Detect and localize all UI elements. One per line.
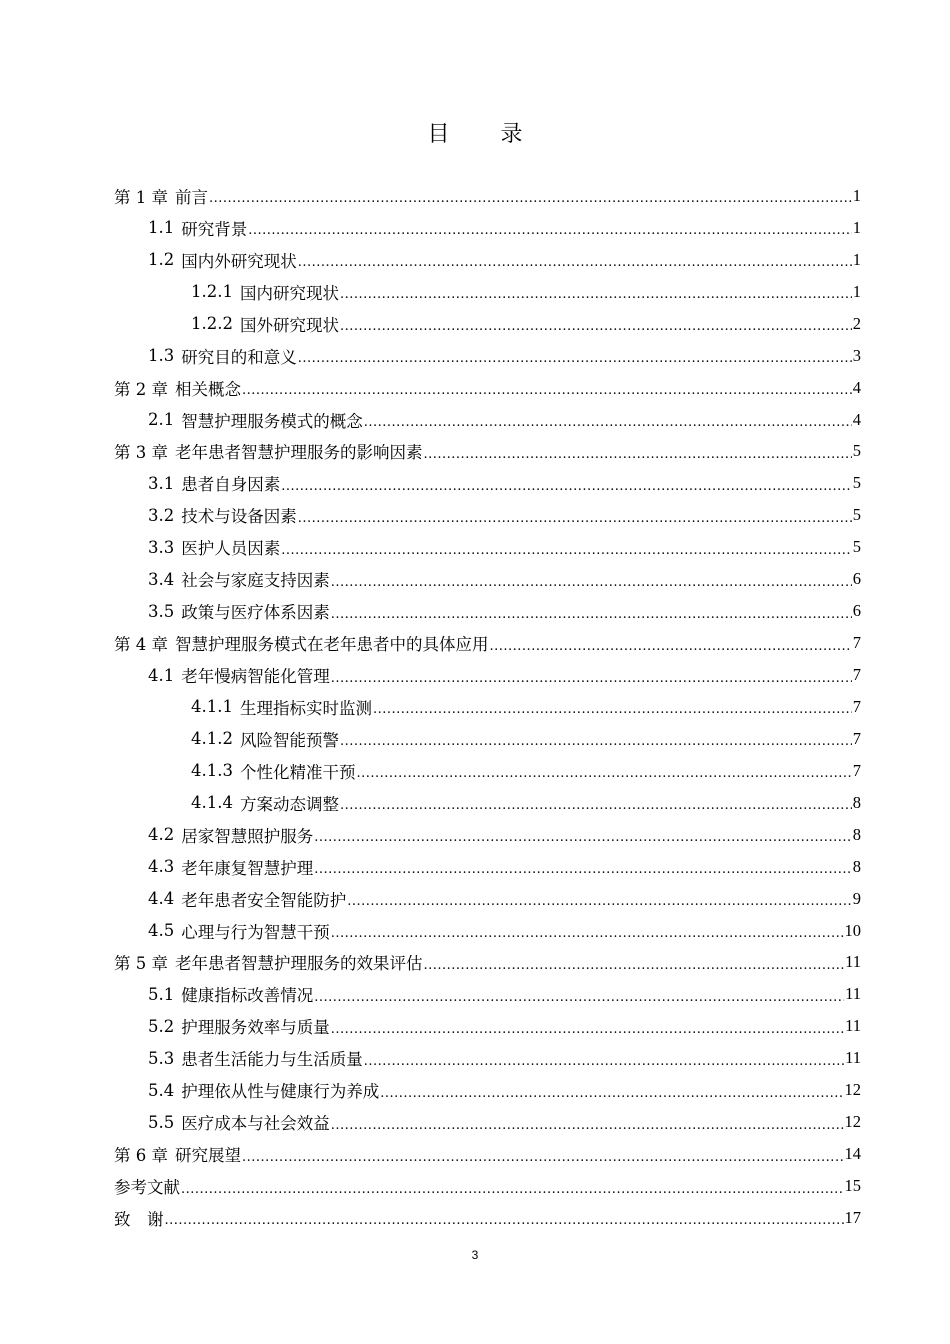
toc-entry[interactable] bbox=[114, 627, 861, 659]
toc-entry-number: 4.1 bbox=[148, 665, 175, 685]
toc-entry-label: 护理依从性与健康行为养成 bbox=[181, 1082, 380, 1102]
toc-entry-number: 1.1 bbox=[148, 218, 175, 238]
dot-leader bbox=[340, 319, 852, 334]
toc-entry-label: 医护人员因素 bbox=[181, 539, 281, 559]
toc-entry-label: 方案动态调整 bbox=[239, 794, 339, 814]
toc-entry-page: 7 bbox=[852, 633, 861, 653]
toc-entry-label: 社会与家庭支持因素 bbox=[181, 571, 330, 591]
dot-leader bbox=[242, 383, 852, 398]
toc-entry-page: 12 bbox=[844, 1080, 861, 1100]
toc-entry[interactable] bbox=[114, 340, 861, 372]
toc-entry[interactable] bbox=[114, 915, 861, 947]
toc-entry[interactable] bbox=[114, 947, 861, 979]
toc-entry-label: 心理与行为智慧干预 bbox=[181, 922, 330, 942]
toc-entry-page: 5 bbox=[852, 473, 861, 493]
toc-entry-page: 1 bbox=[852, 217, 861, 237]
dot-leader bbox=[165, 1213, 844, 1228]
toc-entry-page: 4 bbox=[852, 409, 861, 429]
dot-leader bbox=[242, 1150, 844, 1165]
dot-leader bbox=[356, 766, 851, 781]
toc-entry[interactable] bbox=[114, 787, 861, 819]
toc-entry-page: 7 bbox=[852, 665, 861, 685]
toc-entry[interactable] bbox=[114, 1138, 861, 1170]
dot-leader bbox=[340, 798, 852, 813]
toc-entry-number: 4.1.4 bbox=[191, 793, 233, 813]
toc-entry-number: 4.2 bbox=[148, 825, 175, 845]
dot-leader bbox=[331, 575, 852, 590]
toc-entry-label: 技术与设备因素 bbox=[181, 507, 297, 527]
toc-entry-label: 前言 bbox=[175, 187, 208, 207]
toc-entry-number: 第 5 章 bbox=[114, 954, 168, 974]
toc-title: 目 录 bbox=[427, 122, 545, 147]
toc-entry-page: 4 bbox=[852, 377, 861, 397]
dot-leader bbox=[424, 447, 852, 462]
toc-entry-number: 4.4 bbox=[148, 889, 175, 909]
toc-entry[interactable] bbox=[114, 244, 861, 276]
toc-entry-number: 2.1 bbox=[148, 410, 175, 430]
toc-entry-number: 1.2 bbox=[148, 250, 175, 270]
dot-leader bbox=[347, 894, 852, 909]
toc-entry-number: 4.1.3 bbox=[191, 761, 233, 781]
toc-entry-page: 7 bbox=[852, 728, 861, 748]
toc-entry-page: 7 bbox=[852, 696, 861, 716]
toc-entry-label: 生理指标实时监测 bbox=[239, 698, 372, 718]
toc-entry[interactable] bbox=[114, 755, 861, 787]
dot-leader bbox=[298, 351, 852, 366]
toc-entry-number: 3.3 bbox=[148, 537, 175, 557]
toc-entry[interactable] bbox=[114, 691, 861, 723]
toc-entry[interactable] bbox=[114, 180, 861, 212]
toc-entry[interactable] bbox=[114, 883, 861, 915]
toc-entry-page: 11 bbox=[845, 984, 861, 1004]
toc-entry-label: 老年患者智慧护理服务的影响因素 bbox=[175, 443, 423, 463]
toc-entry[interactable] bbox=[114, 1042, 861, 1074]
dot-leader bbox=[331, 607, 852, 622]
dot-leader bbox=[181, 1182, 844, 1197]
toc-entry-number: 3.4 bbox=[148, 569, 175, 589]
toc-entry-number: 5.4 bbox=[148, 1080, 175, 1100]
toc-entry-page: 15 bbox=[844, 1176, 861, 1196]
toc-entry-label: 居家智慧照护服务 bbox=[181, 826, 314, 846]
toc-entry-label: 老年康复智慧护理 bbox=[181, 858, 314, 878]
toc-entry-label: 相关概念 bbox=[175, 379, 241, 399]
dot-leader bbox=[314, 862, 852, 877]
toc-entry-number: 4.1.1 bbox=[191, 697, 233, 717]
toc-entry-label: 致 谢 bbox=[114, 1209, 164, 1229]
toc-entry-page: 11 bbox=[845, 1048, 861, 1068]
toc-entry[interactable] bbox=[114, 467, 861, 499]
dot-leader bbox=[331, 926, 844, 941]
dot-leader bbox=[364, 1054, 844, 1069]
toc-entry-label: 智慧护理服务模式的概念 bbox=[181, 411, 363, 431]
dot-leader bbox=[490, 639, 852, 654]
toc-entry[interactable] bbox=[114, 212, 861, 244]
toc-entry-number: 1.3 bbox=[148, 346, 175, 366]
toc-entry[interactable] bbox=[114, 978, 861, 1010]
toc-entry-page: 17 bbox=[844, 1207, 861, 1227]
toc-entry-label: 健康指标改善情况 bbox=[181, 986, 314, 1006]
dot-leader bbox=[281, 543, 852, 558]
toc-entry[interactable] bbox=[114, 308, 861, 340]
toc-entry[interactable] bbox=[114, 659, 861, 691]
toc-entry-page: 8 bbox=[852, 824, 861, 844]
toc-entry-label: 智慧护理服务模式在老年患者中的具体应用 bbox=[175, 635, 489, 655]
dot-leader bbox=[331, 1022, 844, 1037]
toc-entry[interactable] bbox=[114, 851, 861, 883]
dot-leader bbox=[209, 191, 852, 206]
toc-entry-number: 3.2 bbox=[148, 505, 175, 525]
toc-entry-label: 参考文献 bbox=[114, 1178, 180, 1198]
toc-entry-number: 第 1 章 bbox=[114, 187, 168, 207]
toc-entry-number: 第 6 章 bbox=[114, 1146, 168, 1166]
toc-entry-number: 第 3 章 bbox=[114, 443, 168, 463]
dot-leader bbox=[248, 223, 852, 238]
toc-entry-label: 老年患者智慧护理服务的效果评估 bbox=[175, 954, 423, 974]
toc-entry-page: 2 bbox=[852, 313, 861, 333]
toc-entry-label: 国内外研究现状 bbox=[181, 251, 297, 271]
dot-leader bbox=[314, 990, 844, 1005]
toc-entry-page: 3 bbox=[852, 345, 861, 365]
toc-entry-number: 5.3 bbox=[148, 1048, 175, 1068]
dot-leader bbox=[340, 287, 852, 302]
toc-entry-label: 研究背景 bbox=[181, 219, 248, 239]
toc-entry-label: 老年慢病智能化管理 bbox=[181, 667, 330, 687]
toc-entry[interactable] bbox=[114, 723, 861, 755]
dot-leader bbox=[298, 255, 852, 270]
toc-entry[interactable] bbox=[114, 531, 861, 563]
toc-entry-page: 8 bbox=[852, 792, 861, 812]
toc-entry[interactable] bbox=[114, 1202, 861, 1234]
toc-entry-number: 4.1.2 bbox=[191, 729, 233, 749]
toc-entry-page: 11 bbox=[845, 1016, 861, 1036]
dot-leader bbox=[364, 415, 852, 430]
toc-entry[interactable] bbox=[114, 372, 861, 404]
toc-entry-number: 第 2 章 bbox=[114, 379, 168, 399]
toc-entry-label: 患者自身因素 bbox=[181, 475, 281, 495]
toc-entry-page: 14 bbox=[844, 1144, 861, 1164]
dot-leader bbox=[314, 830, 852, 845]
toc-entry[interactable] bbox=[114, 563, 861, 595]
toc-entry-page: 5 bbox=[852, 441, 861, 461]
dot-leader bbox=[281, 479, 852, 494]
toc-entry[interactable] bbox=[114, 1170, 861, 1202]
toc-entry-label: 政策与医疗体系因素 bbox=[181, 603, 330, 623]
toc-entry-number: 5.1 bbox=[148, 984, 175, 1004]
toc-entry-page: 8 bbox=[852, 856, 861, 876]
toc-entry-page: 1 bbox=[852, 249, 861, 269]
toc-entry[interactable] bbox=[114, 595, 861, 627]
page-number: 3 bbox=[471, 1248, 479, 1262]
toc-entry-number: 1.2.2 bbox=[191, 314, 233, 334]
dot-leader bbox=[340, 734, 852, 749]
toc-entry-label: 研究目的和意义 bbox=[181, 347, 297, 367]
toc-entry-label: 个性化精准干预 bbox=[239, 762, 356, 782]
toc-entry-page: 6 bbox=[852, 569, 861, 589]
toc-entry-page: 7 bbox=[852, 760, 861, 780]
table-of-contents bbox=[114, 180, 861, 1234]
toc-entry-page: 10 bbox=[844, 920, 861, 940]
dot-leader bbox=[331, 671, 852, 686]
toc-entry-number: 5.2 bbox=[148, 1016, 175, 1036]
toc-entry-label: 风险智能预警 bbox=[239, 730, 339, 750]
dot-leader bbox=[298, 511, 852, 526]
toc-entry-page: 6 bbox=[852, 601, 861, 621]
toc-entry[interactable] bbox=[114, 436, 861, 468]
dot-leader bbox=[331, 1118, 844, 1133]
toc-entry-page: 1 bbox=[852, 281, 861, 301]
toc-entry[interactable] bbox=[114, 276, 861, 308]
toc-entry-number: 3.5 bbox=[148, 601, 175, 621]
dot-leader bbox=[424, 958, 845, 973]
toc-entry-number: 3.1 bbox=[148, 473, 175, 493]
toc-entry-label: 国外研究现状 bbox=[239, 315, 339, 335]
toc-entry-number: 5.5 bbox=[148, 1112, 175, 1132]
toc-entry-page: 5 bbox=[852, 505, 861, 525]
toc-entry-number: 第 4 章 bbox=[114, 635, 168, 655]
toc-entry-label: 国内研究现状 bbox=[239, 283, 339, 303]
toc-entry-label: 护理服务效率与质量 bbox=[181, 1018, 330, 1038]
toc-entry-page: 12 bbox=[844, 1112, 861, 1132]
toc-entry-label: 医疗成本与社会效益 bbox=[181, 1114, 330, 1134]
toc-entry-number: 4.3 bbox=[148, 857, 175, 877]
toc-entry-page: 1 bbox=[852, 185, 861, 205]
toc-entry[interactable] bbox=[114, 1010, 861, 1042]
dot-leader bbox=[380, 1086, 843, 1101]
toc-entry-page: 11 bbox=[845, 952, 861, 972]
toc-entry-label: 老年患者安全智能防护 bbox=[181, 890, 347, 910]
toc-entry-label: 患者生活能力与生活质量 bbox=[181, 1050, 363, 1070]
toc-entry[interactable] bbox=[114, 819, 861, 851]
toc-entry-page: 9 bbox=[852, 888, 861, 908]
toc-entry[interactable] bbox=[114, 1074, 861, 1106]
toc-entry-page: 5 bbox=[852, 537, 861, 557]
toc-entry[interactable] bbox=[114, 499, 861, 531]
toc-entry[interactable] bbox=[114, 1106, 861, 1138]
toc-entry-number: 4.5 bbox=[148, 921, 175, 941]
toc-entry-label: 研究展望 bbox=[175, 1146, 241, 1166]
toc-entry[interactable] bbox=[114, 404, 861, 436]
toc-entry-number: 1.2.1 bbox=[191, 282, 233, 302]
dot-leader bbox=[373, 702, 852, 717]
